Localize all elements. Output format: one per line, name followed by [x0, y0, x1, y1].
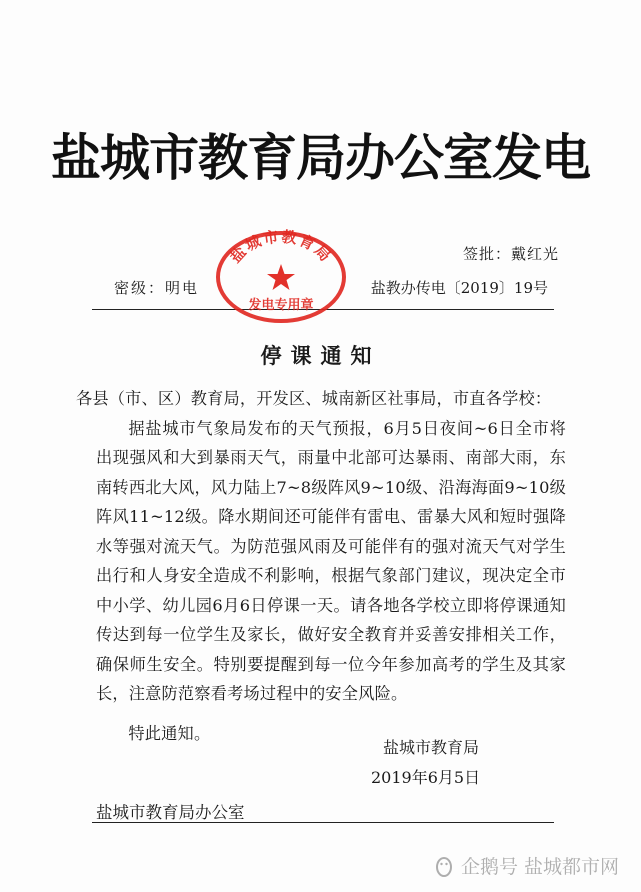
approver-label: 签批：戴红光	[462, 245, 559, 263]
footer-office: 盐城市教育局办公室	[96, 803, 245, 822]
salutation-line: 各县（市、区）教育局，开发区、城南新区社事局，市直各学校：	[76, 389, 552, 408]
seal-bottom-text: 发电专用章	[248, 298, 314, 313]
seal-top-text: 盐城市教育局	[226, 228, 336, 267]
secret-level-label: 密级：明电	[114, 279, 200, 297]
document-header-title: 盐城市教育局办公室发电	[51, 129, 590, 187]
issuer-name: 盐城市教育局	[383, 738, 480, 757]
footer-divider	[92, 822, 554, 823]
notice-title: 停课通知	[260, 344, 381, 368]
seal-star	[267, 264, 295, 290]
body-paragraph: 据盐城市气象局发布的天气预报，6月5日夜间~6日全市将出现强风和大到暴雨天气，雨量中北部可达暴雨、南部大雨，东南转西北大风，风力陆上7~8级阵风9~10级、沿海海面9~10级阵风11~12级。降水期间还可能伴有雷电、雷暴大风和短时强降水等强对流天气。为防范强风雨及可能伴有的强对流天气对学生出行和人身安全造成不利影响，根据气象部门建议，现决定全市中小学、幼儿园6月6日停课一天。请各地各学校立即将停课通知传达到每一位学生及家长，做好安全教育并妥善安排相关工作，确保师生安全。特别要提醒到每一位今年参加高考的学生及其家长，注意防范察看考场过程中的安全风险。	[96, 418, 566, 703]
watermark-text: 企鹅号 盐城都市网	[460, 856, 619, 878]
closing-line: 特此通知。	[128, 723, 211, 743]
penguin-logo-icon	[433, 855, 455, 877]
issue-date: 2019年6月5日	[371, 768, 481, 787]
official-seal-icon	[212, 228, 350, 326]
watermark	[433, 852, 619, 879]
notice-body	[76, 384, 566, 748]
document-number: 盐教办传电〔2019〕19号	[370, 279, 548, 297]
